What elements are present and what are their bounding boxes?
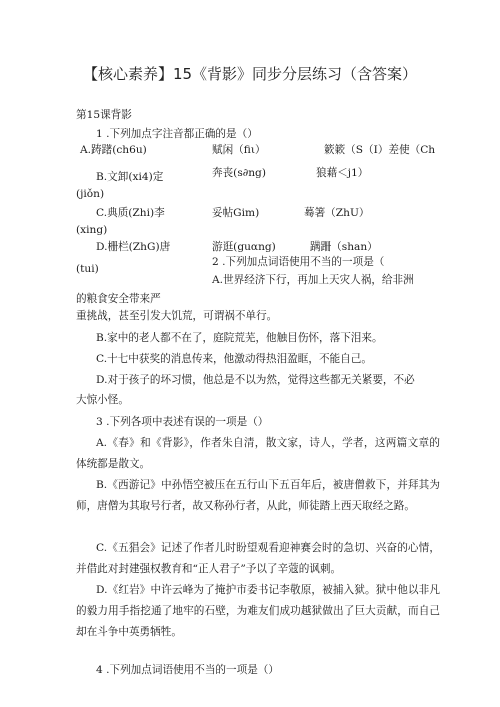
- q2-option-b: B.家中的老人都不在了，庭院荒芜，他触目伤怀，落下泪来。: [96, 332, 383, 344]
- q1-option-d-word2: 游逛(guαng): [212, 241, 276, 253]
- q1-option-c: C.典质(Zhi)李: [96, 207, 165, 219]
- q1-stem: 1 .下列加点字注音都正确的是（）: [96, 128, 258, 140]
- q3-option-c: C.《五猖会》记述了作者儿时盼望观看迎神赛会时的急切、兴奋的心情，并借此对封建强权教育和“正人君子”予以了辛蔻的讽刺。: [76, 542, 440, 575]
- q1-option-c-wrap: (xing): [76, 224, 108, 236]
- lesson-heading: 第15课背影: [76, 109, 132, 121]
- q2-option-d: D.对于孩子的坏习惯，他总是不以为然，觉得这些都无关紧要，不必: [96, 374, 415, 386]
- q1-option-d: D.栅栏(ZhG)唐: [96, 241, 171, 253]
- q1-option-d-word3: 蹒跚（shan）: [310, 241, 378, 253]
- q3-option-a: A.《春》和《背影》，作者朱自清，散文家，诗人，学者，这两篇文章的体统都是散文。: [76, 437, 440, 470]
- q1-option-c-word2: 妥帖Gim): [212, 207, 260, 219]
- document-title: 【核心素养】15《背影》同步分层练习（含答案）: [82, 65, 418, 83]
- q1-option-b: B.文卸(xi4)定: [96, 171, 164, 183]
- q4-stem: 4 .下列加点词语使用不当的一项是（）: [96, 664, 279, 676]
- q2-option-d-end: 大惊小怪。: [76, 394, 129, 406]
- q1-option-b-word3: 狼藉＜j1）: [316, 167, 369, 179]
- q2-stem: 2 .下列加点词语使用不当的一项是（: [212, 256, 385, 268]
- q1-option-b-wrap: (jiǒn): [76, 188, 105, 200]
- q1-option-a-word2: 赋闲（fiι）: [212, 144, 266, 156]
- q2-option-c: C.十七中获奖的消息传来，他激动得热泪盈眶，不能自己。: [96, 353, 372, 365]
- q3-option-b: B.《西游记》中孙悟空被压在五行山下五百年后，被唐僧救下，并拜其为师，唐僧为其取号行者，故又称孙行者，从此，师徒踏上西天取经之路。: [76, 479, 440, 512]
- q3-stem: 3 .下列各项中表述有误的一项是（）: [96, 416, 269, 428]
- q1-option-a: A.踌躇(ch6u): [80, 144, 147, 156]
- q1-option-a-word3: 簌簌（S（I）差使（Ch: [324, 144, 436, 156]
- q2-option-a: A.世界经济下行，再加上天灾人祸，给非洲: [212, 274, 414, 286]
- q1-option-b-word2: 奔丧(s∂ng): [212, 167, 266, 179]
- q2-option-a-cont: 的粮食安全带来严: [76, 293, 161, 305]
- q2-option-a-end: 重挑战，甚至引发大饥荒，可谓祸不单行。: [76, 310, 278, 322]
- q1-option-c-word3: 蓦箸（ZhU）: [304, 207, 370, 219]
- q3-option-d: D.《红岩》中许云峰为了掩护市委书记李敬原，被捕入狱。狱中他以非凡的毅力用手指挖通了地牢的石壁，为难友们成功越狱做出了巨大贡献，而自己却在斗争中英勇牺牲。: [76, 584, 440, 638]
- q1-option-d-wrap: (tui): [76, 263, 99, 275]
